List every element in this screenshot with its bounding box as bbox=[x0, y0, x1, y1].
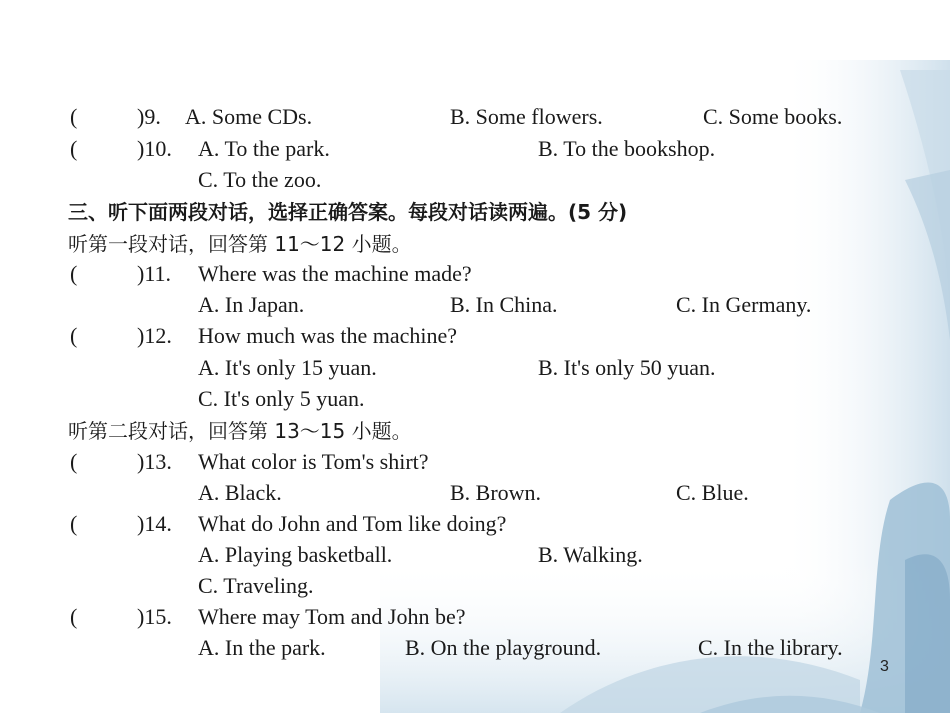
instruction-text: 听第二段对话，回答第 13～15 小题。 bbox=[68, 419, 412, 443]
question-12-options-2 bbox=[198, 385, 365, 413]
answer-blank-15[interactable]: ( bbox=[70, 604, 78, 629]
option-c: C. Blue. bbox=[676, 480, 749, 505]
question-text: What color is Tom's shirt? bbox=[198, 449, 429, 474]
question-text: Where was the machine made? bbox=[198, 261, 472, 286]
section-heading bbox=[68, 198, 627, 226]
answer-blank-10[interactable]: ( bbox=[70, 136, 78, 161]
dialogue-one-instruction bbox=[68, 230, 412, 258]
option-b: B. On the playground. bbox=[405, 635, 602, 660]
question-text: How much was the machine? bbox=[198, 323, 458, 348]
option-c: C. To the zoo. bbox=[198, 167, 322, 192]
option-a: A. In Japan. bbox=[198, 292, 305, 317]
option-b: B. Some flowers. bbox=[450, 104, 603, 129]
option-c: C. In Germany. bbox=[676, 292, 812, 317]
option-b: B. Brown. bbox=[450, 480, 542, 505]
option-b: B. It's only 50 yuan. bbox=[538, 355, 716, 380]
option-a: A. To the park. bbox=[198, 136, 330, 161]
option-a: A. It's only 15 yuan. bbox=[198, 355, 377, 380]
answer-blank-13[interactable]: ( bbox=[70, 449, 78, 474]
section-three-title: 三、听下面两段对话，选择正确答案。每段对话读两遍。(5 分) bbox=[68, 200, 628, 224]
question-number: )15. bbox=[137, 604, 172, 629]
dialogue-two-instruction bbox=[68, 417, 412, 445]
option-b: B. In China. bbox=[450, 292, 558, 317]
option-b: B. Walking. bbox=[538, 542, 643, 567]
instruction-text: 听第一段对话，回答第 11～12 小题。 bbox=[68, 232, 412, 256]
answer-blank-14[interactable]: ( bbox=[70, 511, 78, 536]
question-number: )10. bbox=[137, 136, 172, 161]
question-number: )11. bbox=[137, 261, 172, 286]
option-a: A. In the park. bbox=[198, 635, 326, 660]
option-c: C. In the library. bbox=[698, 635, 843, 660]
question-14-options-2 bbox=[198, 572, 314, 600]
option-c: C. Some books. bbox=[703, 104, 843, 129]
option-a: A. Playing basketball. bbox=[198, 542, 393, 567]
question-number: )9. bbox=[137, 104, 161, 129]
option-a: A. Black. bbox=[198, 480, 282, 505]
answer-blank-12[interactable]: ( bbox=[70, 323, 78, 348]
question-number: )12. bbox=[137, 323, 172, 348]
question-10-options bbox=[198, 166, 321, 194]
answer-blank-9[interactable]: ( bbox=[70, 104, 78, 129]
option-b: B. To the bookshop. bbox=[538, 136, 716, 161]
question-number: )13. bbox=[137, 449, 172, 474]
question-text: Where may Tom and John be? bbox=[198, 604, 466, 629]
option-c: C. Traveling. bbox=[198, 573, 314, 598]
page-number: 3 bbox=[880, 658, 889, 675]
option-c: C. It's only 5 yuan. bbox=[198, 386, 365, 411]
answer-blank-11[interactable]: ( bbox=[70, 261, 78, 286]
option-a: A. Some CDs. bbox=[185, 104, 313, 129]
question-number: )14. bbox=[137, 511, 172, 536]
question-text: What do John and Tom like doing? bbox=[198, 511, 507, 536]
